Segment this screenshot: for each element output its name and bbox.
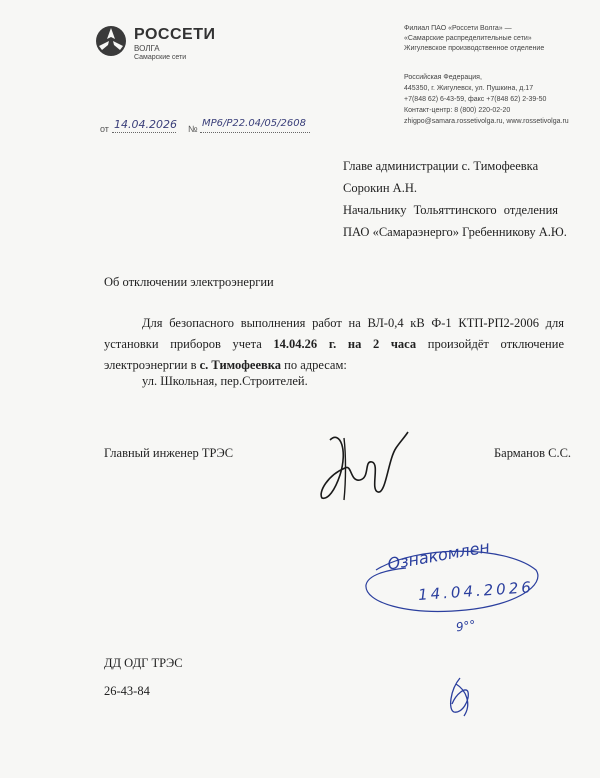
recipient-line: Главе администрации с. Тимофеевка: [343, 159, 539, 173]
ref-number-label: №: [188, 124, 198, 134]
ref-number-handwritten: МР6/Р22.04/05/2608: [202, 118, 306, 129]
ack-date: 14.04.2026: [417, 577, 535, 605]
address-line: 445350, г. Жигулевск, ул. Пушкина, д.17: [404, 85, 534, 92]
brand-name: РОССЕТИ: [134, 26, 216, 43]
address-line: +7(848 62) 6-43-59, факс +7(848 62) 2-39-50: [404, 96, 547, 103]
body-village: с. Тимофеевка: [199, 358, 282, 372]
address-block: [404, 72, 594, 127]
signer-name: Барманов С.С.: [494, 446, 572, 460]
ref-date-underline: [112, 132, 176, 133]
branch-line: «Самарские распределительные сети»: [404, 35, 532, 42]
letter-subject: Об отключении электроэнергии: [104, 275, 274, 289]
brand-region: ВОЛГА: [134, 44, 160, 53]
ack-time: 9°°: [455, 617, 477, 635]
ack-text: Ознакомлен: [386, 537, 492, 574]
handwritten-signature: [300, 420, 420, 510]
body-text: Для безопасного выполнения работ на ВЛ-0,4 кВ Ф-1 КТП-РП2-2006 для установки приборов учета: [104, 316, 564, 351]
branch-info: [404, 24, 594, 54]
ref-date-handwritten: 14.04.2026: [114, 118, 177, 131]
letter-body: [104, 313, 564, 376]
rosseti-logo-icon: [94, 24, 128, 58]
address-line: Российская Федерация,: [404, 74, 482, 81]
recipient-block: [343, 155, 567, 243]
handwritten-initials: [440, 670, 480, 720]
recipient-line: Сорокин А.Н.: [343, 181, 417, 195]
ref-number-underline: [200, 132, 310, 133]
branch-line: Филиал ПАО «Россети Волга» —: [404, 25, 512, 32]
recipient-line: Начальнику Тольяттинского отделения: [343, 203, 559, 217]
body-text: произойдёт отключение электроэнергии в: [104, 337, 564, 372]
footer-phone: 26-43-84: [104, 684, 150, 698]
recipient-line: ПАО «Самараэнерго» Гребенникову А.Ю.: [343, 225, 567, 239]
ref-from-label: от: [100, 124, 109, 134]
signer-title: Главный инженер ТРЭС: [104, 446, 234, 460]
body-date-duration: 14.04.26 г. на 2 часа: [273, 337, 417, 351]
address-line: zhigpo@samara.rossetivolga.ru, www.rossetivolga.ru: [404, 118, 569, 125]
branch-line: Жигулевское производственное отделение: [404, 45, 545, 52]
address-line: Контакт-центр: 8 (800) 220-02-20: [404, 107, 511, 114]
brand-division: Самарские сети: [134, 54, 187, 61]
affected-addresses: ул. Школьная, пер.Строителей.: [142, 374, 308, 388]
footer-department: ДД ОДГ ТРЭС: [104, 656, 183, 670]
body-text: по адресам:: [281, 358, 347, 372]
